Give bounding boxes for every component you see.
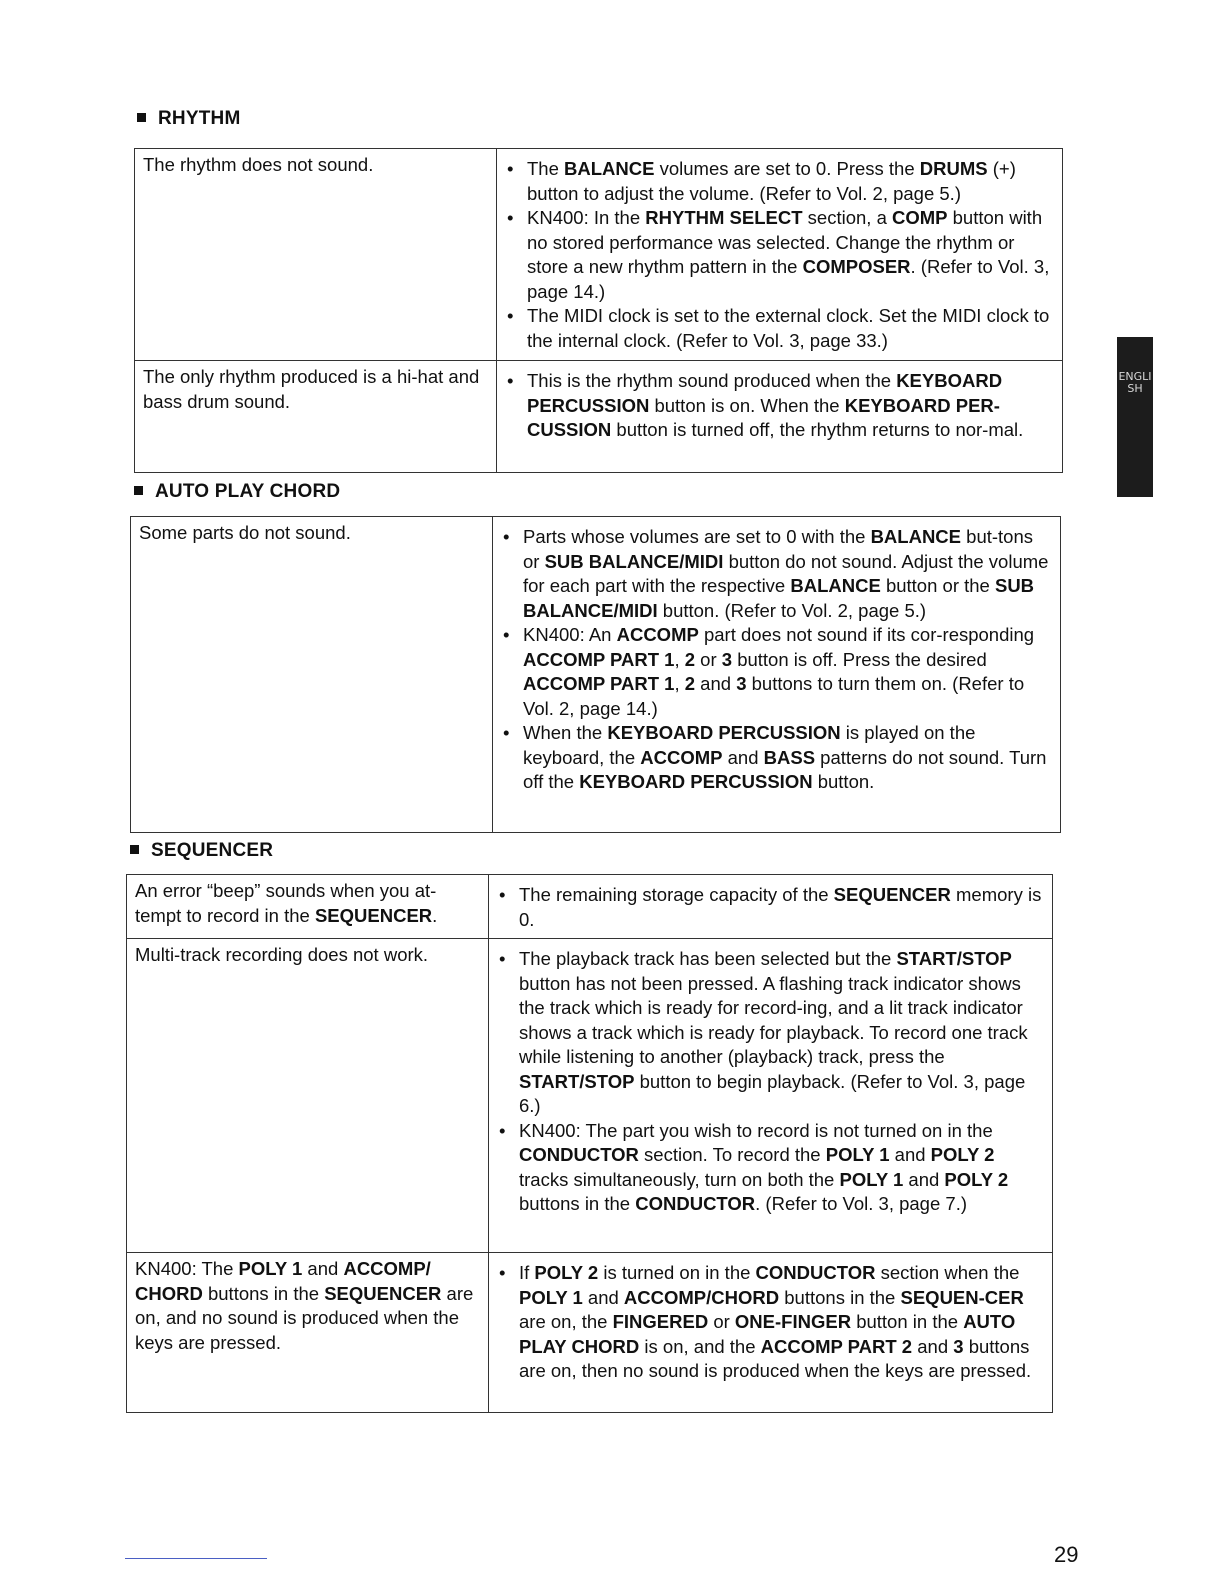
section-heading-auto-play-chord: AUTO PLAY CHORD: [134, 481, 340, 503]
bullet-icon: •: [507, 207, 514, 228]
cause-list: [497, 883, 1042, 932]
cause-item: [497, 947, 1042, 1119]
cause-text: If POLY 2 is turned on in the CONDUCTOR section when the POLY 1 and ACCOMP/CHORD buttons in the SEQUEN-CER are on, the FINGERED or ONE-FINGER button in the AUTO PLAY CHORD is on, and the ACCOMP PART 2 and 3 buttons are on, then no sound is produced when the keys are pressed.: [519, 1262, 1032, 1381]
section-bullet-icon: [134, 486, 143, 495]
cause-list: [497, 1261, 1042, 1384]
section-heading-sequencer: SEQUENCER: [130, 840, 273, 862]
table-row: [127, 1253, 1053, 1413]
troubleshooting-table-auto-play-chord: [130, 516, 1061, 833]
section-bullet-icon: [137, 113, 146, 122]
table-row: [131, 517, 1061, 833]
section-bullet-icon: [130, 845, 139, 854]
bullet-icon: •: [503, 624, 510, 645]
cause-text: This is the rhythm sound produced when the KEYBOARD PERCUSSION button is on. When the KEYBOARD PER-CUSSION button is turned off, the rhythm returns to nor-mal.: [527, 370, 1024, 440]
cause-text: KN400: The part you wish to record is not turned on in the CONDUCTOR section. To record the POLY 1 and POLY 2 tracks simultaneously, turn on both the POLY 1 and POLY 2 buttons in the CONDUCTOR. (Refer to Vol. 3, page 7.): [519, 1119, 1009, 1214]
cause-text: The remaining storage capacity of the SEQUENCER memory is 0.: [519, 884, 1042, 930]
cause-list: [501, 525, 1050, 795]
troubleshooting-table-sequencer: [126, 874, 1053, 1413]
section-heading-rhythm: RHYTHM: [137, 108, 240, 130]
footer-rule: [125, 1558, 267, 1559]
table-row: [135, 149, 1063, 361]
cause-item: [501, 623, 1050, 721]
cause-item: [505, 369, 1052, 443]
table-row: [135, 361, 1063, 473]
cause-text: KN400: An ACCOMP part does not sound if its cor-responding ACCOMP PART 1, 2 or 3 button is off. Press the desired ACCOMP PART 1, 2 and 3 buttons to turn them on. (Refer to Vol. 2, page 14.): [523, 624, 1035, 719]
cause-text: KN400: In the RHYTHM SELECT section, a COMP button with no stored performance was selected. Change the rhythm or store a new rhythm pattern in the COMPOSER. (Refer to Vol. 3, page 14.): [527, 207, 1050, 302]
cause-item: [505, 304, 1052, 353]
bullet-icon: •: [507, 305, 514, 326]
bullet-icon: •: [507, 158, 514, 179]
cause-item: [497, 1261, 1042, 1384]
bullet-icon: •: [499, 1262, 506, 1283]
table-row: [127, 875, 1053, 939]
causes-cell: [489, 939, 1053, 1253]
page-number: 29: [1054, 1542, 1079, 1567]
bullet-icon: •: [503, 722, 510, 743]
symptom-cell: Some parts do not sound.: [131, 517, 493, 833]
bullet-icon: •: [499, 948, 506, 969]
cause-text: The playback track has been selected but the START/STOP button has not been pressed. A flashing track indicator shows the track which is ready for record-ing, and a lit track indicator shows a track which is ready for playback. To record one track while listening to another (playback) track, press the START/STOP button to begin playback. (Refer to Vol. 3, page 6.): [519, 948, 1028, 1116]
cause-text: The MIDI clock is set to the external clock. Set the MIDI clock to the internal clock. (Refer to Vol. 3, page 33.): [527, 305, 1050, 351]
language-tab-label: ENGLISH: [1118, 370, 1152, 395]
troubleshooting-table-rhythm: [134, 148, 1063, 473]
symptom-cell: The rhythm does not sound.: [135, 149, 497, 361]
cause-item: [497, 1119, 1042, 1217]
causes-cell: [489, 875, 1053, 939]
causes-cell: [489, 1253, 1053, 1413]
cause-text: Parts whose volumes are set to 0 with the BALANCE but-tons or SUB BALANCE/MIDI button do not sound. Adjust the volume for each part with the respective BALANCE button or the SUB BALANCE/MIDI button. (Refer to Vol. 2, page 5.): [523, 526, 1049, 621]
cause-list: [497, 947, 1042, 1217]
cause-item: [501, 525, 1050, 623]
symptom-cell: An error “beep” sounds when you at-tempt to record in the SEQUENCER.: [127, 875, 489, 939]
cause-item: [505, 157, 1052, 206]
table-row: [127, 939, 1053, 1253]
cause-list: [505, 157, 1052, 353]
cause-item: [497, 883, 1042, 932]
causes-cell: [497, 361, 1063, 473]
cause-list: [505, 369, 1052, 443]
bullet-icon: •: [499, 1119, 506, 1141]
cause-item: [501, 721, 1050, 795]
causes-cell: [497, 149, 1063, 361]
cause-text: The BALANCE volumes are set to 0. Press the DRUMS (+) button to adjust the volume. (Refer to Vol. 2, page 5.): [527, 158, 1016, 204]
causes-cell: [493, 517, 1061, 833]
symptom-cell: KN400: The POLY 1 and ACCOMP/ CHORD buttons in the SEQUENCER are on, and no sound is produced when the keys are pressed.: [127, 1253, 489, 1413]
cause-item: [505, 206, 1052, 304]
symptom-cell: Multi-track recording does not work.: [127, 939, 489, 1253]
language-side-tab: [1117, 337, 1153, 497]
bullet-icon: •: [503, 526, 510, 547]
bullet-icon: •: [507, 370, 514, 391]
bullet-icon: •: [499, 884, 506, 905]
cause-text: When the KEYBOARD PERCUSSION is played on the keyboard, the ACCOMP and BASS patterns do not sound. Turn off the KEYBOARD PERCUSSION button.: [523, 722, 1047, 792]
symptom-cell: The only rhythm produced is a hi-hat and bass drum sound.: [135, 361, 497, 473]
